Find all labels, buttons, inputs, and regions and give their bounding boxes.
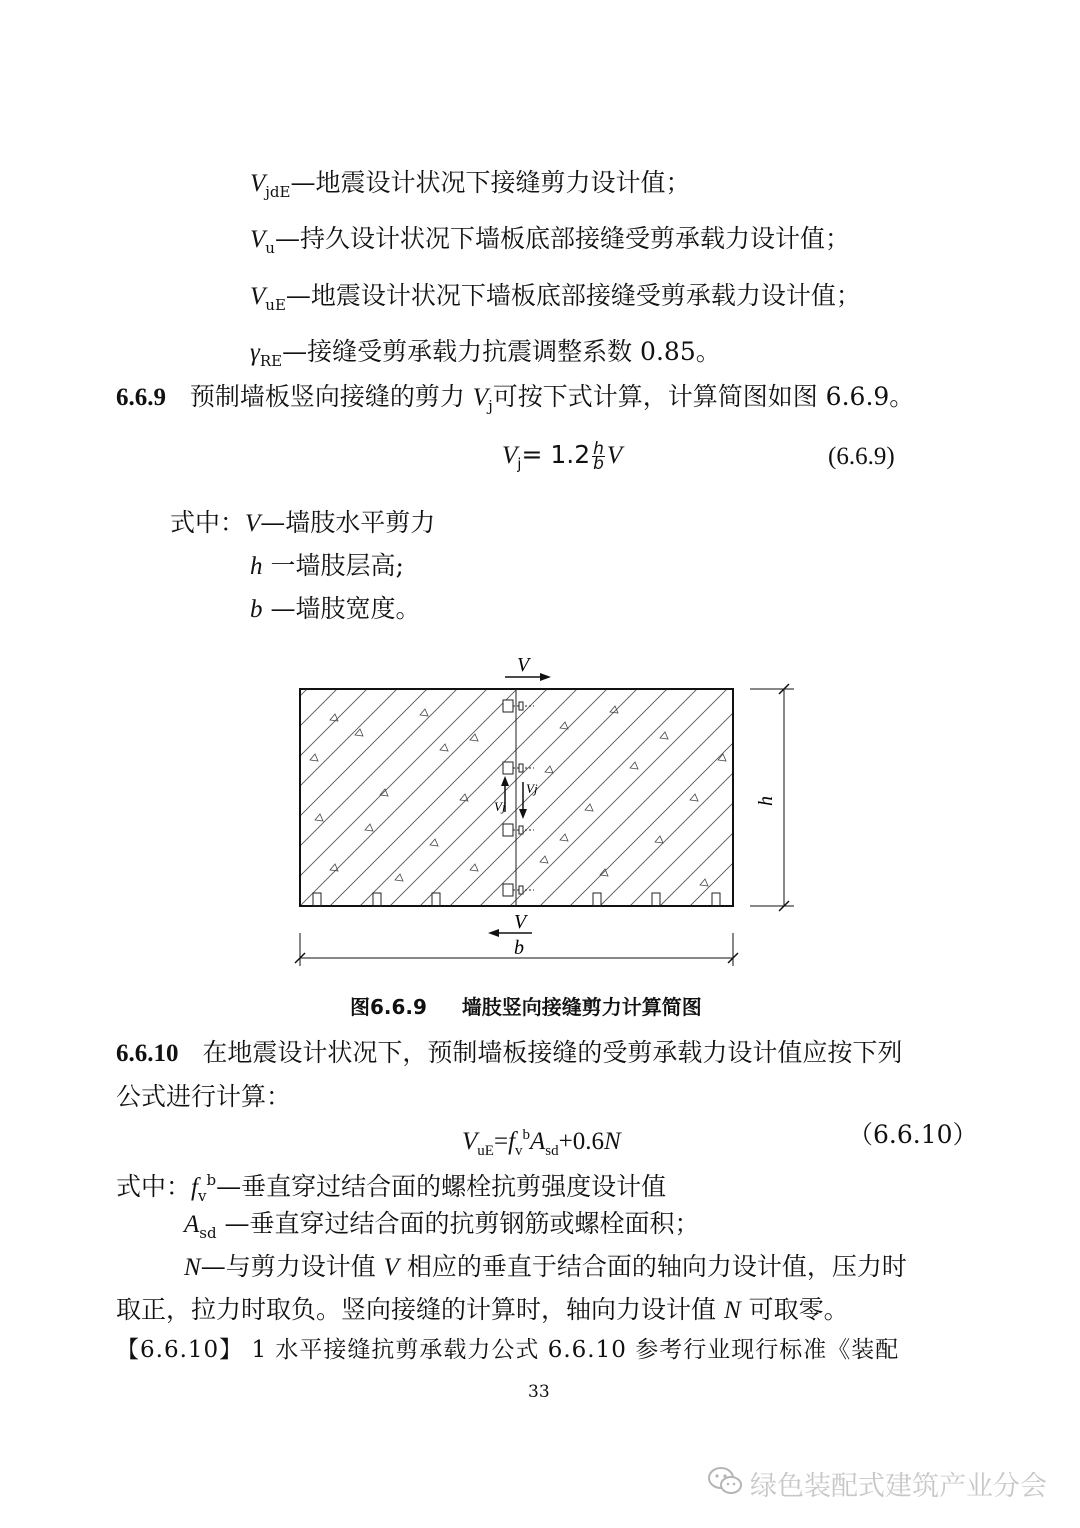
where-fvb: 式中：$f_v^b—$垂直穿过结合面的螺栓抗剪强度设计值 bbox=[116, 1171, 667, 1205]
joint-connectors bbox=[503, 700, 534, 896]
where-n: N—与剪力设计值 V 相应的垂直于结合面的轴向力设计值，压力时 bbox=[184, 1252, 907, 1281]
figure-caption: 图6.6.9 墙肢竖向接缝剪力计算简图 bbox=[350, 995, 702, 1019]
where-asd: $A_{sd}$ —垂直穿过结合面的抗剪钢筋或螺栓面积； bbox=[184, 1209, 700, 1242]
dimension-b-label: b bbox=[514, 937, 524, 959]
top-v-arrowhead bbox=[540, 673, 551, 681]
vj-up-arrowhead bbox=[501, 776, 509, 786]
where-b: b —墙肢宽度。 bbox=[250, 594, 421, 623]
bottom-v-label: V bbox=[514, 911, 527, 933]
formula-6-6-10: $V_{uE}=f_v^bA_{sd}+0.6N$ bbox=[462, 1127, 621, 1159]
where-n-continued: 取正，拉力时取负。竖向接缝的计算时，轴向力设计值 N 可取零。 bbox=[116, 1295, 849, 1324]
clause-6-6-9: 6.6.9 预制墙板竖向接缝的剪力 $V_j$可按下式计算，计算简图如图 6.6.9。 bbox=[116, 382, 915, 415]
formula-6-6-9: $V_j= 1.2$ $\frac{h}{b}$ V bbox=[502, 438, 623, 474]
where-v: 式中：V—墙肢水平剪力 bbox=[170, 508, 436, 537]
clause-6-6-10-line1: 6.6.10 在地震设计状况下，预制墙板接缝的受剪承载力设计值应按下列 bbox=[116, 1038, 903, 1067]
vj-left-label: Vj bbox=[494, 799, 506, 814]
formula-label-6-6-9: (6.6.9) bbox=[828, 443, 895, 470]
vj-down-arrowhead bbox=[519, 809, 527, 819]
aggregate-marks bbox=[310, 706, 726, 886]
page-number: 33 bbox=[528, 1382, 550, 1402]
watermark bbox=[706, 1462, 1046, 1502]
top-v-label: V bbox=[517, 654, 530, 676]
bottom-v-arrowhead bbox=[488, 929, 499, 937]
clause-number: 6.6.10 bbox=[116, 1040, 179, 1067]
commentary-6-6-10: 【6.6.10】 1 水平接缝抗剪承载力公式 6.6.10 参考行业现行标准《装配 bbox=[116, 1337, 900, 1363]
dimension-h-label: h bbox=[755, 796, 777, 806]
definition-vjde: $V_{jdE}—$地震设计状况下接缝剪力设计值； bbox=[250, 168, 691, 201]
definition-gamma-re: $\gamma_{RE}—$接缝受剪承载力抗震调整系数 0.85。 bbox=[250, 337, 721, 370]
definition-vue: $V_{uE}—$地震设计状况下墙板底部接缝受剪承载力设计值； bbox=[250, 281, 861, 314]
clause-number: 6.6.9 bbox=[116, 384, 166, 411]
formula-label-6-6-10: （6.6.10） bbox=[848, 1120, 978, 1149]
where-h: h 一墙肢层高; bbox=[250, 551, 404, 580]
definition-vu: $V_u—$持久设计状况下墙板底部接缝受剪承载力设计值； bbox=[250, 224, 850, 257]
watermark-text: 绿色装配式建筑产业分会 bbox=[750, 1471, 1047, 1502]
vj-right-label: Vj bbox=[526, 781, 538, 796]
wechat-icon bbox=[706, 1464, 746, 1498]
clause-6-6-10-line2: 公式进行计算： bbox=[116, 1082, 292, 1111]
wall-joint-diagram bbox=[0, 640, 1080, 970]
concrete-hatch bbox=[60, 640, 990, 906]
